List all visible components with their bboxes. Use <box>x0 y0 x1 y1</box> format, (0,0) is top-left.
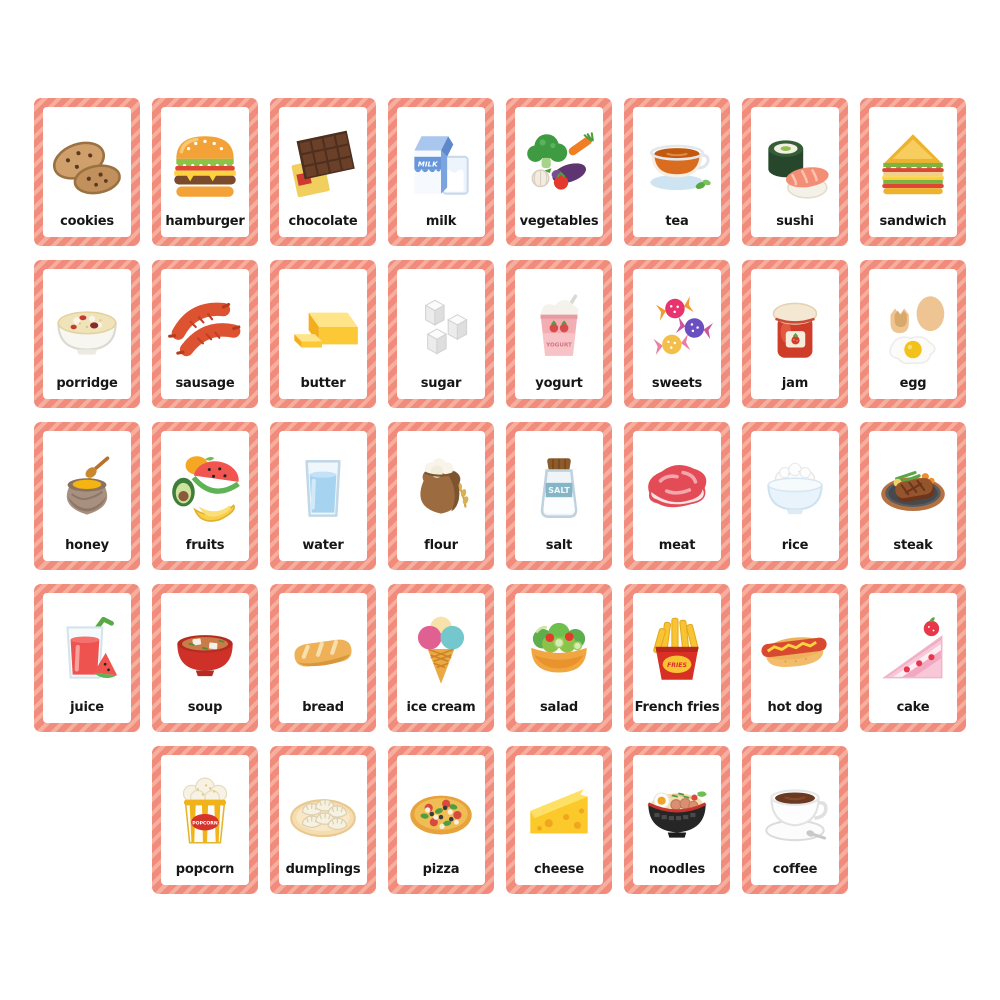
flashcard-soup <box>152 584 258 732</box>
sandwich-icon <box>871 114 955 215</box>
flashcard-hamburger <box>152 98 258 246</box>
card-face <box>43 269 131 399</box>
card-face <box>869 269 957 399</box>
flashcard-water <box>270 422 376 570</box>
card-label: butter <box>300 376 346 391</box>
flashcard-cheese <box>506 746 612 894</box>
card-face <box>43 593 131 723</box>
card-row <box>34 422 966 570</box>
card-label: yogurt <box>535 376 583 391</box>
dumplings-icon <box>281 762 365 863</box>
card-face <box>515 593 603 723</box>
card-label: sausage <box>175 376 235 391</box>
flashcard-dumplings <box>270 746 376 894</box>
pizza-icon <box>399 762 483 863</box>
card-label: porridge <box>56 376 118 391</box>
flashcard-french-fries <box>624 584 730 732</box>
sweets-icon <box>635 276 719 377</box>
card-label: cheese <box>534 862 584 877</box>
card-face <box>633 107 721 237</box>
card-label: water <box>302 538 344 553</box>
card-face <box>751 269 839 399</box>
card-face <box>751 431 839 561</box>
sausage-icon <box>163 276 247 377</box>
card-label: ice cream <box>406 700 476 715</box>
card-label: fruits <box>185 538 225 553</box>
flashcard-meat <box>624 422 730 570</box>
yogurt-icon <box>517 276 601 377</box>
popcorn-icon <box>163 762 247 863</box>
egg-icon <box>871 276 955 377</box>
water-icon <box>281 438 365 539</box>
hot-dog-icon <box>753 600 837 701</box>
card-face <box>869 431 957 561</box>
french-fries-icon <box>635 600 719 701</box>
card-face <box>397 269 485 399</box>
card-face <box>279 431 367 561</box>
popcorn-bucket-text: POPCORN <box>192 820 218 826</box>
card-face <box>397 431 485 561</box>
hamburger-icon <box>163 114 247 215</box>
cheese-icon <box>517 762 601 863</box>
card-face <box>633 593 721 723</box>
sushi-icon <box>753 114 837 215</box>
vegetables-icon <box>517 114 601 215</box>
card-face <box>279 755 367 885</box>
card-row <box>34 584 966 732</box>
card-label: juice <box>70 700 104 715</box>
card-face <box>397 593 485 723</box>
card-label: noodles <box>648 862 706 877</box>
honey-icon <box>45 438 129 539</box>
card-label: bread <box>302 700 344 715</box>
card-face <box>279 107 367 237</box>
card-face <box>161 755 249 885</box>
card-label: honey <box>65 538 109 553</box>
card-label: sandwich <box>879 214 947 229</box>
card-face <box>633 755 721 885</box>
card-face <box>161 107 249 237</box>
flashcard-pizza <box>388 746 494 894</box>
card-label: cake <box>896 700 930 715</box>
yogurt-cup-text: YOGURT <box>546 341 572 348</box>
flashcard-fruits <box>152 422 258 570</box>
coffee-icon <box>753 762 837 863</box>
porridge-icon <box>45 276 129 377</box>
card-face <box>869 593 957 723</box>
card-row <box>34 98 966 246</box>
flashcard-porridge <box>34 260 140 408</box>
salad-icon <box>517 600 601 701</box>
card-label: chocolate <box>288 214 358 229</box>
rice-icon <box>753 438 837 539</box>
tea-icon <box>635 114 719 215</box>
flashcard-steak <box>860 422 966 570</box>
flashcard-noodles <box>624 746 730 894</box>
card-face <box>279 269 367 399</box>
card-face <box>515 755 603 885</box>
card-label: jam <box>781 376 809 391</box>
flashcard-jam <box>742 260 848 408</box>
chocolate-icon <box>281 114 365 215</box>
card-label: salad <box>539 700 579 715</box>
card-label: French fries <box>634 700 720 715</box>
flashcard-yogurt <box>506 260 612 408</box>
flashcard-sandwich <box>860 98 966 246</box>
card-row <box>152 746 848 894</box>
flashcard-milk <box>388 98 494 246</box>
flashcard-coffee <box>742 746 848 894</box>
butter-icon <box>281 276 365 377</box>
salt-icon <box>517 438 601 539</box>
bread-icon <box>281 600 365 701</box>
card-label: flour <box>424 538 458 553</box>
card-face <box>161 593 249 723</box>
ice-cream-icon <box>399 600 483 701</box>
card-label: egg <box>899 376 927 391</box>
flour-icon <box>399 438 483 539</box>
flashcard-juice <box>34 584 140 732</box>
meat-icon <box>635 438 719 539</box>
cookies-icon <box>45 114 129 215</box>
flashcard-cookies <box>34 98 140 246</box>
card-face <box>751 755 839 885</box>
card-face <box>43 431 131 561</box>
card-label: vegetables <box>519 214 599 229</box>
card-face <box>633 431 721 561</box>
card-label: cookies <box>60 214 114 229</box>
card-face <box>43 107 131 237</box>
flashcard-ice-cream <box>388 584 494 732</box>
salt-label-text: SALT <box>548 484 570 495</box>
card-label: milk <box>425 214 457 229</box>
fries-box-text: FRIES <box>667 661 687 669</box>
flashcard-chocolate <box>270 98 376 246</box>
flashcard-honey <box>34 422 140 570</box>
card-label: soup <box>187 700 223 715</box>
flashcard-sushi <box>742 98 848 246</box>
flashcard-vegetables <box>506 98 612 246</box>
card-face <box>515 431 603 561</box>
soup-icon <box>163 600 247 701</box>
card-face <box>397 107 485 237</box>
card-face <box>161 431 249 561</box>
flashcard-cake <box>860 584 966 732</box>
flashcard-rice <box>742 422 848 570</box>
flashcard-salad <box>506 584 612 732</box>
sugar-icon <box>399 276 483 377</box>
card-face <box>279 593 367 723</box>
card-label: salt <box>545 538 573 553</box>
card-face <box>161 269 249 399</box>
card-face <box>751 593 839 723</box>
card-face <box>869 107 957 237</box>
milk-carton-text: MILK <box>417 159 438 169</box>
jam-icon <box>753 276 837 377</box>
flashcard-butter <box>270 260 376 408</box>
flashcard-sugar <box>388 260 494 408</box>
flashcard-sausage <box>152 260 258 408</box>
card-label: popcorn <box>175 862 235 877</box>
milk-icon <box>399 114 483 215</box>
card-label: sushi <box>776 214 814 229</box>
flashcard-popcorn <box>152 746 258 894</box>
card-face <box>751 107 839 237</box>
flashcard-tea <box>624 98 730 246</box>
card-face <box>515 107 603 237</box>
card-label: pizza <box>422 862 460 877</box>
steak-icon <box>871 438 955 539</box>
flashcard-egg <box>860 260 966 408</box>
noodles-icon <box>635 762 719 863</box>
flashcard-bread <box>270 584 376 732</box>
card-row <box>34 260 966 408</box>
juice-icon <box>45 600 129 701</box>
flashcard-sweets <box>624 260 730 408</box>
card-label: meat <box>658 538 696 553</box>
card-label: hamburger <box>165 214 245 229</box>
card-label: sweets <box>651 376 703 391</box>
card-label: sugar <box>420 376 462 391</box>
flashcard-hot-dog <box>742 584 848 732</box>
cake-icon <box>871 600 955 701</box>
flashcard-flour <box>388 422 494 570</box>
flashcard-salt <box>506 422 612 570</box>
card-label: steak <box>893 538 933 553</box>
card-label: hot dog <box>767 700 823 715</box>
card-label: dumplings <box>285 862 361 877</box>
fruits-icon <box>163 438 247 539</box>
card-label: coffee <box>772 862 818 877</box>
card-label: rice <box>781 538 809 553</box>
card-face <box>515 269 603 399</box>
card-face <box>397 755 485 885</box>
card-face <box>633 269 721 399</box>
flashcard-board <box>0 98 1000 894</box>
card-label: tea <box>665 214 689 229</box>
